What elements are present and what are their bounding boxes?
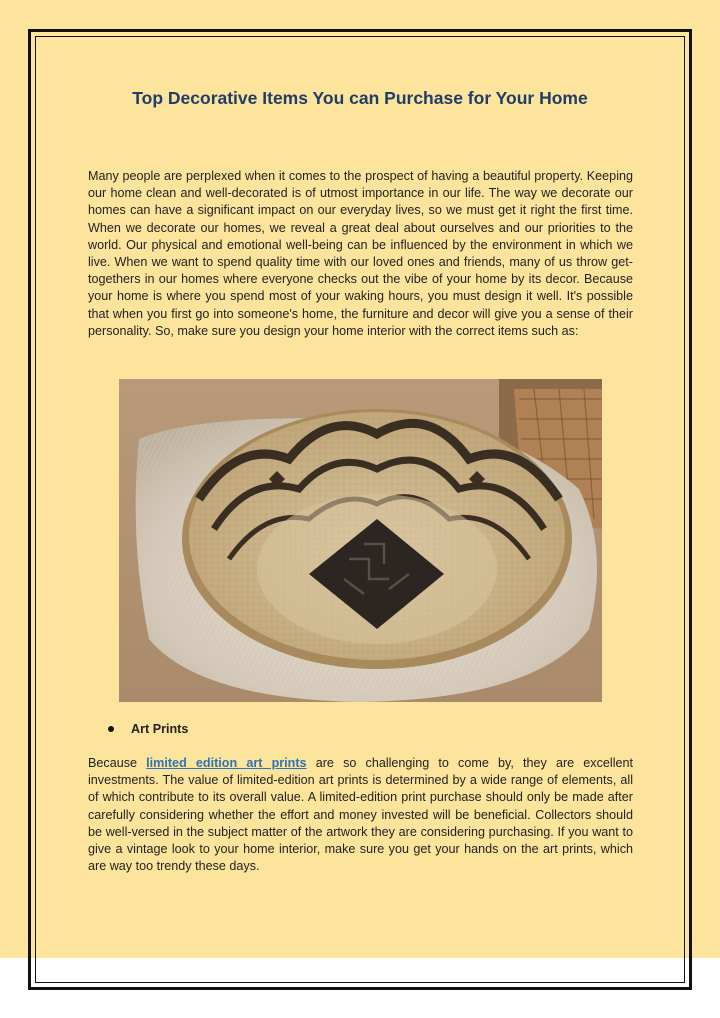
list-item-art-prints xyxy=(108,720,188,738)
section-heading: Art Prints xyxy=(131,722,189,736)
paragraph-text-before-link: Because xyxy=(88,756,138,770)
bullet-icon xyxy=(108,726,114,732)
paragraph-text-after-link: are so challenging to come by, they are excellent investments. The value of limited-edition art prints is determined by a wide range of elements, all of which contribute to its overall value. A limited-edition print purchase should only be made after carefully considering whether the effort and money invested will be beneficial. Collectors should be well-versed in the subject matter of the artwork they are considering purchasing. If you want to give a vintage look to your home interior, make sure you get your hands on the art prints, which are way too trendy these days. xyxy=(88,756,633,874)
art-prints-paragraph xyxy=(88,755,633,875)
limited-edition-art-prints-link[interactable]: limited edition art prints xyxy=(146,756,307,770)
basket-photo xyxy=(119,379,602,702)
intro-paragraph: Many people are perplexed when it comes to the prospect of having a beautiful property. Keeping our home clean and well-decorated is of utmost importance in our life. The way we decorate our homes can have a significant impact on our everyday lives, so we must get it right the first time. When we decorate our homes, we reveal a great deal about ourselves and our priorities to the world. Our physical and emotional well-being can be influenced by the environment in which we live. When we want to spend quality time with our loved ones and friends, many of us throw get-togethers in our homes where everyone checks out the vibe of your home by its decor. Because your home is where you spend most of your waking hours, you must design it well. It's possible that when you first go into someone's home, the furniture and decor will give you a sense of their personality. So, make sure you design your home interior with the correct items such as: xyxy=(88,169,633,338)
page-title: Top Decorative Items You can Purchase for Your Home xyxy=(132,88,588,108)
